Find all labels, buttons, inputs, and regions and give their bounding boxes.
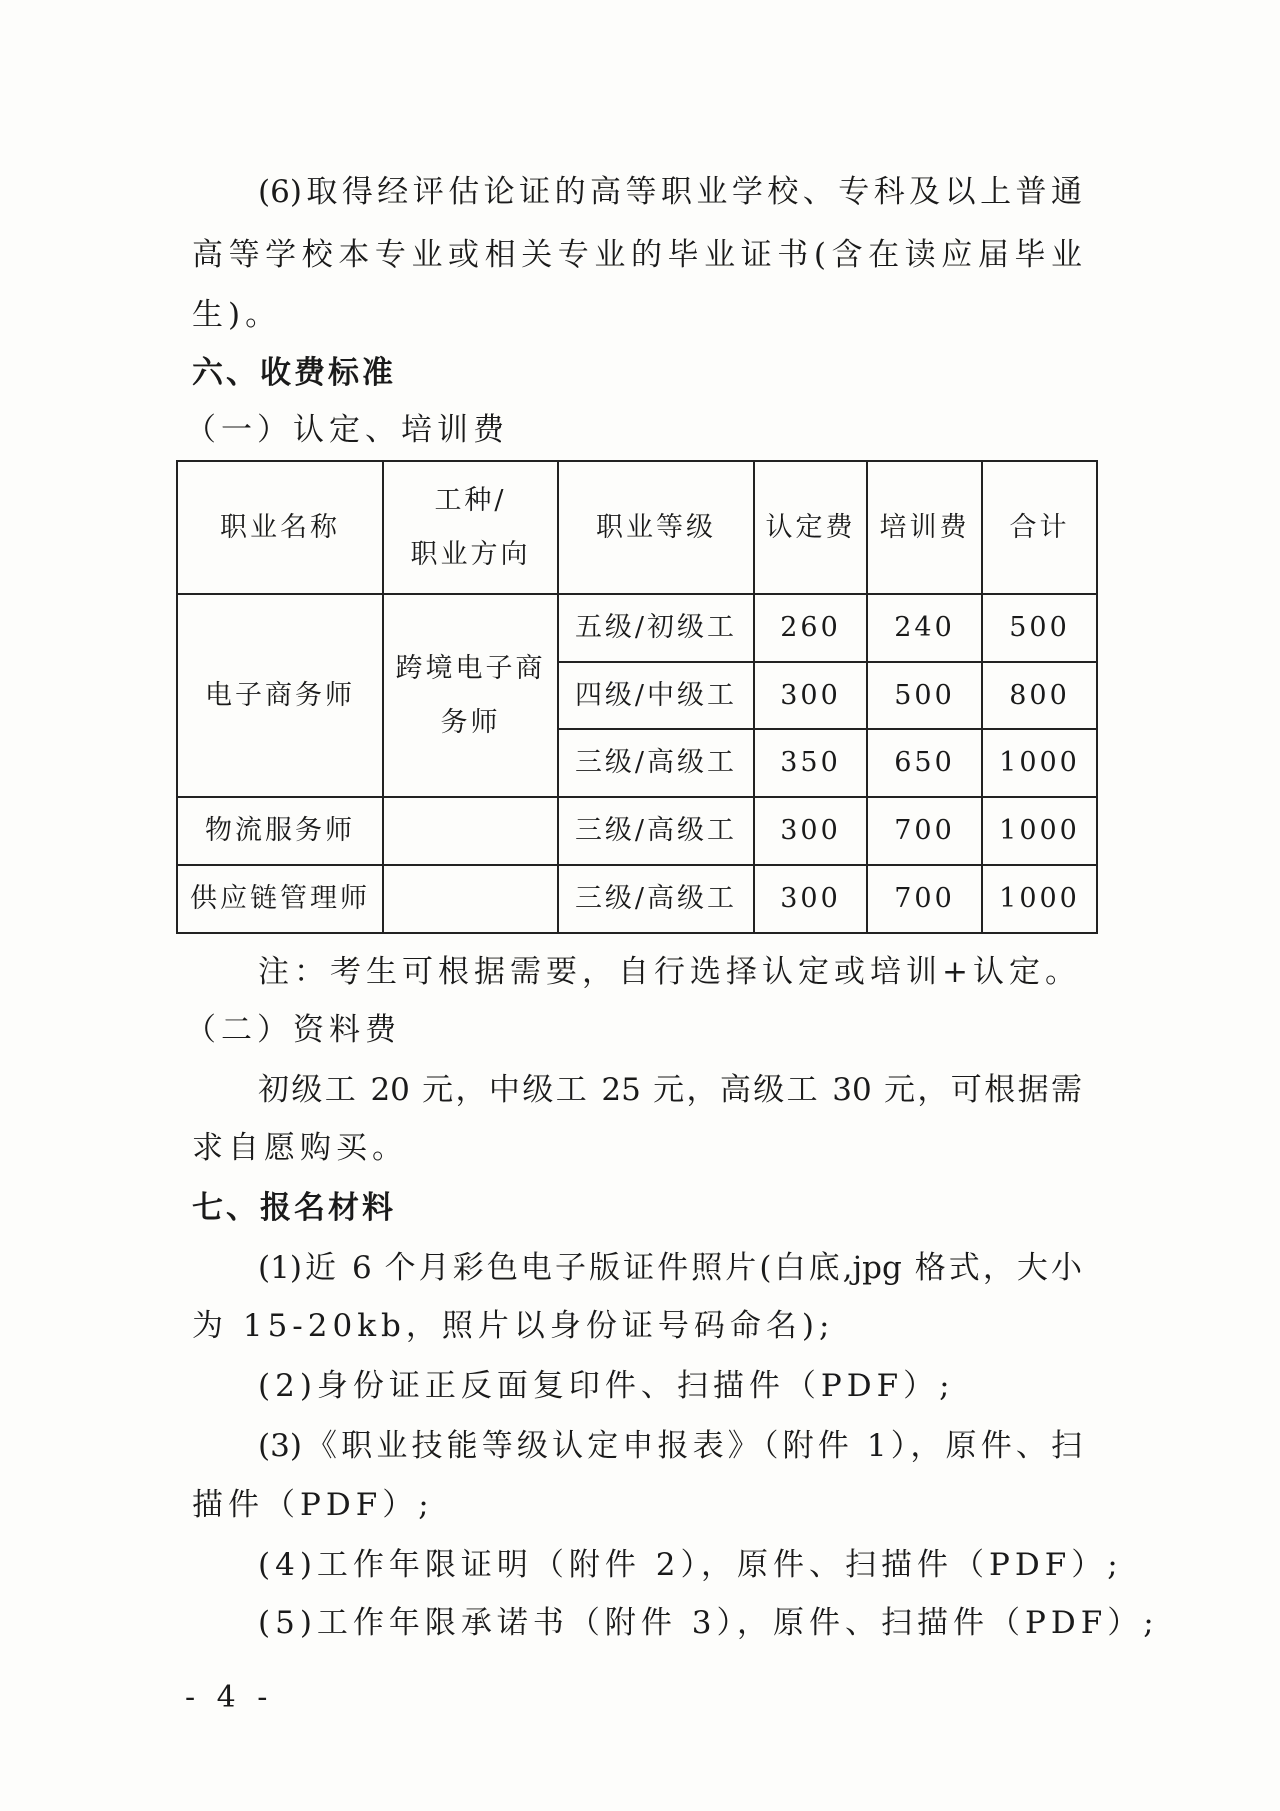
header-direction-line1: 工种/ <box>434 484 507 516</box>
table-header-row <box>177 461 1097 594</box>
cell-occupation: 电子商务师 <box>177 594 383 797</box>
para6-line1: (6)取得经评估论证的高等职业学校、专科及以上普通 <box>258 174 1082 210</box>
item4: (4)工作年限证明（附件 2），原件、扫描件（PDF）; <box>258 1547 1123 1583</box>
cell-occupation: 供应链管理师 <box>177 865 383 933</box>
cell-level: 三级/高级工 <box>558 797 754 865</box>
cell-total: 500 <box>982 594 1097 662</box>
table-row <box>177 865 1097 933</box>
table-note: 注：考生可根据需要，自行选择认定或培训+认定。 <box>258 954 1081 990</box>
cell-direction-line1: 跨境电子商 <box>395 652 546 684</box>
cell-train-fee: 700 <box>867 865 982 933</box>
cell-cert-fee: 350 <box>754 729 867 797</box>
cell-occupation: 物流服务师 <box>177 797 383 865</box>
cell-train-fee: 650 <box>867 729 982 797</box>
header-cert-fee: 认定费 <box>754 461 867 594</box>
cell-level: 三级/高级工 <box>558 729 754 797</box>
section6-sub2: （二）资料费 <box>185 1012 401 1048</box>
table-row <box>177 797 1097 865</box>
item3-line1: (3)《职业技能等级认定申报表》（附件 1），原件、扫 <box>258 1428 1082 1464</box>
header-direction-line2: 职业方向 <box>410 538 531 570</box>
header-direction <box>383 461 558 594</box>
cell-cert-fee: 300 <box>754 797 867 865</box>
cell-direction <box>383 865 558 933</box>
cell-level: 三级/高级工 <box>558 865 754 933</box>
cell-total: 1000 <box>982 797 1097 865</box>
cell-direction-line2: 务师 <box>440 706 501 738</box>
section6-title: 六、收费标准 <box>192 355 396 391</box>
header-occupation: 职业名称 <box>177 461 383 594</box>
materials-line2: 求自愿购买。 <box>192 1130 408 1166</box>
cell-train-fee: 240 <box>867 594 982 662</box>
header-train-fee: 培训费 <box>867 461 982 594</box>
cell-total: 1000 <box>982 865 1097 933</box>
table-row <box>177 594 1097 662</box>
materials-line1: 初级工 20 元，中级工 25 元，高级工 30 元，可根据需 <box>258 1072 1082 1108</box>
item1-line2: 为 15-20kb，照片以身份证号码命名); <box>192 1308 835 1344</box>
cell-total: 1000 <box>982 729 1097 797</box>
para6-line3: 生)。 <box>192 297 282 333</box>
cell-direction <box>383 797 558 865</box>
page-number: - 4 - <box>185 1680 274 1715</box>
cell-cert-fee: 300 <box>754 662 867 729</box>
header-total: 合计 <box>982 461 1097 594</box>
section6-sub1: （一）认定、培训费 <box>185 412 509 448</box>
cell-level: 四级/中级工 <box>558 662 754 729</box>
cell-cert-fee: 260 <box>754 594 867 662</box>
cell-direction <box>383 594 558 797</box>
header-level: 职业等级 <box>558 461 754 594</box>
section7-title: 七、报名材料 <box>192 1190 396 1226</box>
cell-total: 800 <box>982 662 1097 729</box>
item1-line1: (1)近 6 个月彩色电子版证件照片(白底,jpg 格式，大小 <box>258 1250 1082 1286</box>
fee-table <box>176 460 1098 934</box>
para6-line2: 高等学校本专业或相关专业的毕业证书(含在读应届毕业 <box>192 237 1082 273</box>
item2: (2)身份证正反面复印件、扫描件（PDF）; <box>258 1368 955 1404</box>
item5: (5)工作年限承诺书（附件 3），原件、扫描件（PDF）; <box>258 1605 1159 1641</box>
cell-cert-fee: 300 <box>754 865 867 933</box>
item3-line2: 描件（PDF）; <box>192 1487 434 1523</box>
cell-level: 五级/初级工 <box>558 594 754 662</box>
cell-train-fee: 700 <box>867 797 982 865</box>
cell-train-fee: 500 <box>867 662 982 729</box>
